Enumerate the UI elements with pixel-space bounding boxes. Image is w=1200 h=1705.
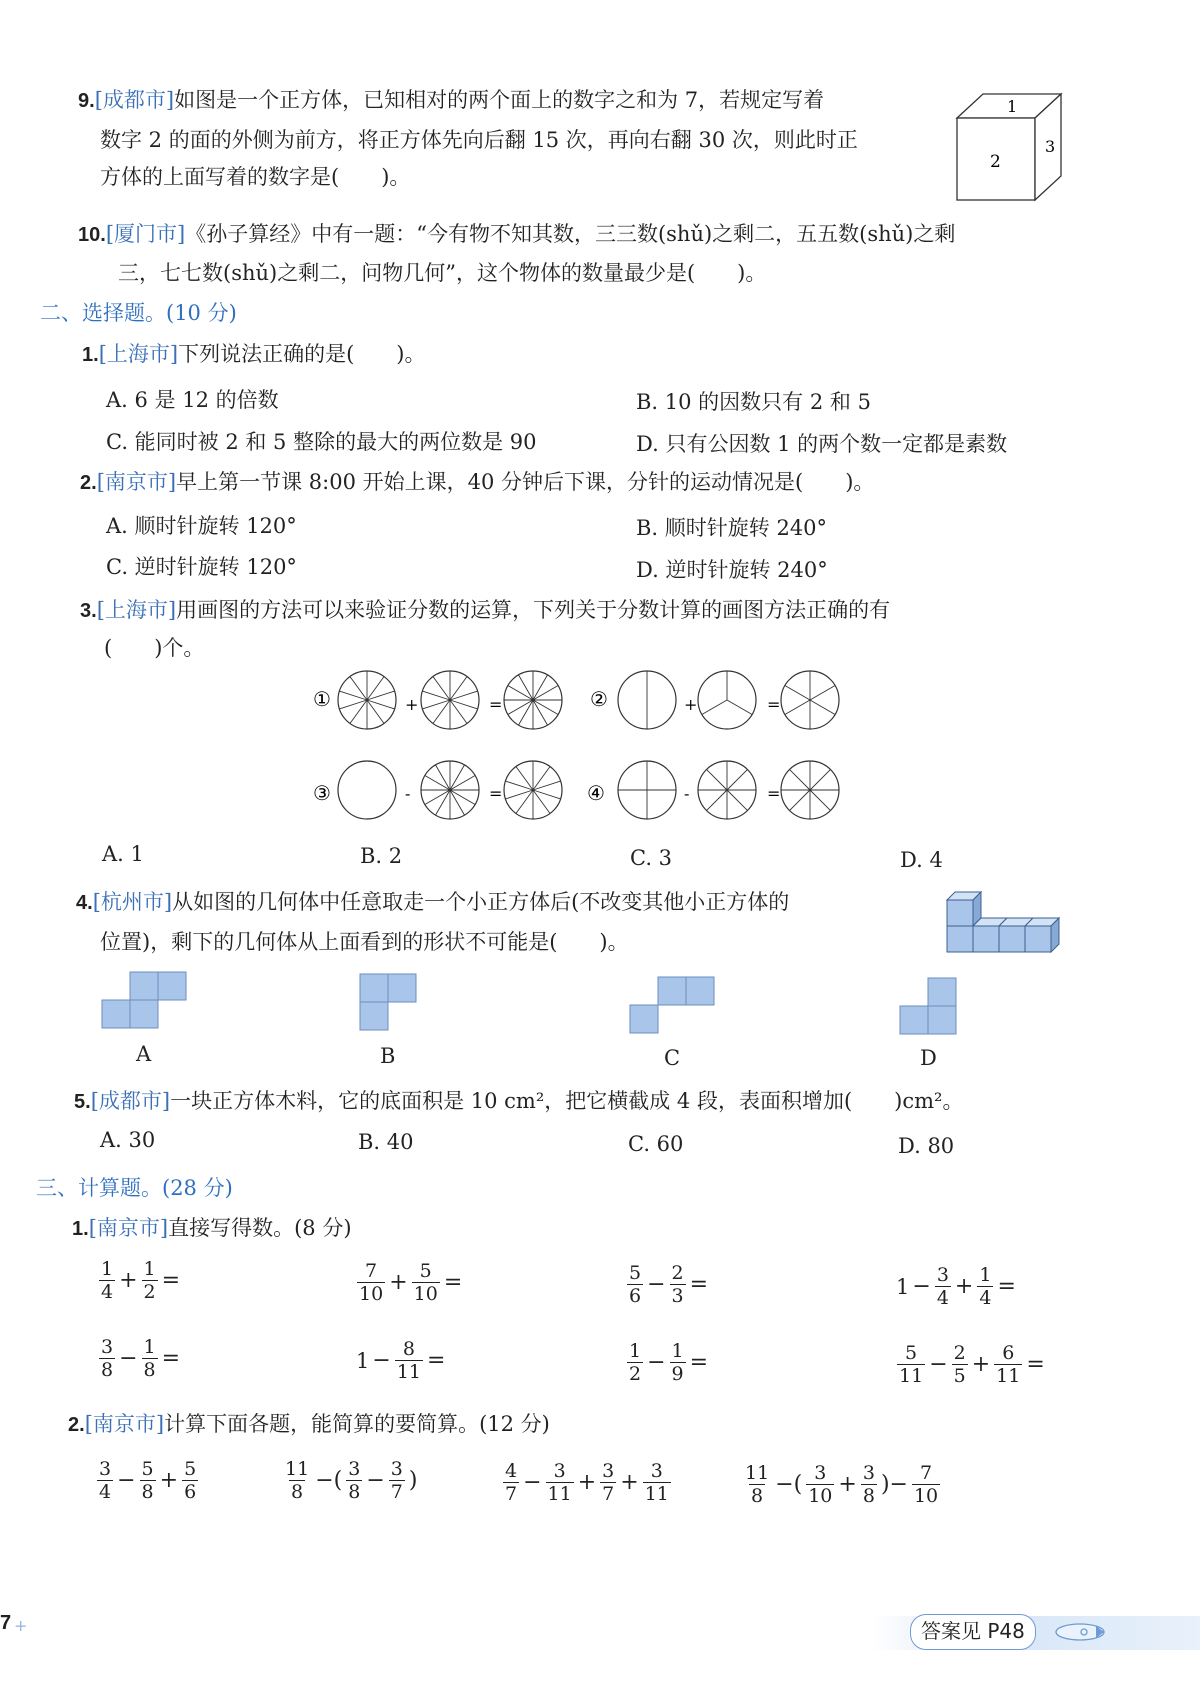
q9-line3: 方体的上面写着的数字是( )。 <box>100 165 411 189</box>
city-tag: 南京市 <box>92 1412 156 1436</box>
fraction-circle <box>781 761 839 819</box>
equals-sign: = <box>489 784 503 803</box>
question-number: 1. <box>72 1218 89 1240</box>
city-tag: 成都市 <box>98 1089 162 1113</box>
label-4: ④ <box>587 781 605 805</box>
expr-8: $\frac{5}{11}$ − $\frac{2}{5}$ + $\frac{6}{11}$ = <box>899 1342 1045 1387</box>
plus-ornament-icon: + <box>14 1616 28 1635</box>
cube-top-label: 1 <box>1007 97 1018 116</box>
page-number: 7 <box>0 1612 12 1634</box>
label-1: ① <box>313 687 331 711</box>
fraction-circle-diagrams <box>305 670 865 840</box>
option-b: B. 40 <box>358 1130 414 1154</box>
city-tag: 上海市 <box>104 598 168 622</box>
question-number: 1. <box>82 344 99 366</box>
question-number: 4. <box>76 892 93 914</box>
equals-sign: = <box>767 695 781 714</box>
rocket-icon <box>1050 1620 1110 1644</box>
option-d-label: D <box>920 1046 937 1070</box>
expr-4: 1 − $\frac{3}{4}$ + $\frac{1}{4}$ = <box>896 1264 1016 1309</box>
equals-sign: = <box>489 695 503 714</box>
label-3: ③ <box>313 781 331 805</box>
block-solid-figure <box>945 886 1060 958</box>
option-d: D. 逆时针旋转 240° <box>636 558 828 582</box>
city-tag: 杭州市 <box>100 890 164 914</box>
option-b: B. 10 的因数只有 2 和 5 <box>636 390 871 414</box>
choice-q1: 1.[上海市]下列说法正确的是( )。 <box>82 342 426 366</box>
choice-q3-line1: 3.[上海市]用画图的方法可以来验证分数的运算，下列关于分数计算的画图方法正确的有 <box>80 598 891 622</box>
minus-sign: - <box>405 784 411 803</box>
section-title: 三、计算题。(28 分) <box>36 1176 233 1200</box>
question-number: 5. <box>74 1091 91 1113</box>
option-a: A. 30 <box>100 1128 156 1152</box>
expr-11: $\frac{4}{7}$ − $\frac{3}{11}$ + $\frac{3}{7}$ + $\frac{3}{11}$ <box>505 1460 669 1505</box>
city-tag: 南京市 <box>104 470 168 494</box>
expr-5: $\frac{3}{8}$ − $\frac{1}{8}$ = <box>101 1336 181 1381</box>
answer-reference: 答案见 P48 <box>910 1614 1036 1650</box>
city-tag: 南京市 <box>96 1216 160 1240</box>
fraction-circle <box>338 671 396 729</box>
label-2: ② <box>590 687 608 711</box>
option-d: D. 4 <box>900 848 943 872</box>
expr-7: $\frac{1}{2}$ − $\frac{1}{9}$ = <box>629 1340 709 1385</box>
calc-q2: 2.[南京市]计算下面各题，能简算的要简算。(12 分) <box>68 1412 550 1436</box>
expr-10: $\frac{11}{8}$ −( $\frac{3}{8}$ − $\frac{3}{7}$ ) <box>285 1458 418 1503</box>
option-d-shape <box>898 976 960 1036</box>
choice-q5: 5.[成都市]一块正方体木料，它的底面积是 10 cm²，把它横截成 4 段，表面积增加( )cm²。 <box>74 1089 964 1113</box>
fraction-circle <box>421 671 479 729</box>
q10-line1: 10.[厦门市]《孙子算经》中有一题：“今有物不知其数，三三数(shǔ)之剩二，五五数(shǔ)之剩 <box>78 222 956 246</box>
option-a: A. 6 是 12 的倍数 <box>106 388 279 412</box>
option-a: A. 1 <box>102 842 144 866</box>
fraction-circle <box>698 761 756 819</box>
calc-q1: 1.[南京市]直接写得数。(8 分) <box>72 1216 352 1240</box>
option-d: D. 只有公因数 1 的两个数一定都是素数 <box>636 432 1008 456</box>
expr-6: 1 − $\frac{8}{11}$ = <box>356 1338 446 1383</box>
plus-sign: + <box>405 695 419 714</box>
cube-front-label: 2 <box>990 152 1001 172</box>
cube-right-label: 3 <box>1045 137 1056 156</box>
expr-12: $\frac{11}{8}$ −( $\frac{3}{10}$ + $\frac{3}{8}$ )− $\frac{7}{10}$ <box>745 1462 939 1507</box>
option-c: C. 3 <box>630 846 673 870</box>
q10-line2: 三，七七数(shǔ)之剩二，问物几何”，这个物体的数量最少是( )。 <box>118 261 767 285</box>
option-a-label: A <box>136 1042 152 1066</box>
question-number: 2. <box>68 1414 85 1436</box>
expr-2: $\frac{7}{10}$ + $\frac{5}{10}$ = <box>359 1260 463 1305</box>
fraction-circle <box>504 761 562 819</box>
plus-sign: + <box>684 695 698 714</box>
question-number: 2. <box>80 472 97 494</box>
equals-sign: = <box>767 784 781 803</box>
option-d: D. 80 <box>898 1134 955 1158</box>
option-b-shape <box>358 972 420 1032</box>
option-b: B. 顺时针旋转 240° <box>636 516 828 540</box>
fraction-circle <box>781 671 839 729</box>
fraction-circle <box>618 671 676 729</box>
option-a-shape <box>100 970 190 1030</box>
question-number: 3. <box>80 600 97 622</box>
option-c: C. 逆时针旋转 120° <box>106 555 297 579</box>
fraction-circle <box>698 671 756 729</box>
minus-sign: - <box>684 784 690 803</box>
fraction-circle <box>618 761 676 819</box>
cube-figure <box>955 90 1065 205</box>
expr-3: $\frac{5}{6}$ − $\frac{2}{3}$ = <box>629 1262 709 1307</box>
city-tag: 上海市 <box>106 342 170 366</box>
choice-q2: 2.[南京市]早上第一节课 8:00 开始上课，40 分钟后下课，分针的运动情况是( )。 <box>80 470 875 494</box>
option-a: A. 顺时针旋转 120° <box>106 514 297 538</box>
expr-9: $\frac{3}{4}$ − $\frac{5}{8}$ + $\frac{5}{6}$ <box>99 1458 197 1503</box>
option-c: C. 60 <box>628 1132 684 1156</box>
option-b: B. 2 <box>360 844 403 868</box>
option-c: C. 能同时被 2 和 5 整除的最大的两位数是 90 <box>106 430 537 454</box>
q9-line2: 数字 2 的面的外侧为前方，将正方体先向后翻 15 次，再向右翻 30 次，则此时正 <box>100 128 858 152</box>
city-tag: 成都市 <box>102 88 166 112</box>
question-number: 10. <box>78 224 106 246</box>
fraction-circle <box>504 671 562 729</box>
option-c-label: C <box>664 1046 681 1070</box>
choice-q4-line2: 位置)，剩下的几何体从上面看到的形状不可能是( )。 <box>100 930 629 954</box>
city-tag: 厦门市 <box>114 222 178 246</box>
section-title: 二、选择题。(10 分) <box>40 301 237 325</box>
option-b-label: B <box>380 1044 396 1068</box>
expr-1: $\frac{1}{4}$ + $\frac{1}{2}$ = <box>101 1258 181 1303</box>
fraction-circle <box>338 761 396 819</box>
q9-line1: 9.[成都市]如图是一个正方体，已知相对的两个面上的数字之和为 7，若规定写着 <box>78 88 825 112</box>
option-c-shape <box>628 975 718 1035</box>
choice-q4-line1: 4.[杭州市]从如图的几何体中任意取走一个小正方体后(不改变其他小正方体的 <box>76 890 790 914</box>
question-number: 9. <box>78 90 95 112</box>
fraction-circle <box>421 761 479 819</box>
choice-q3-line2: ( )个。 <box>104 636 205 660</box>
